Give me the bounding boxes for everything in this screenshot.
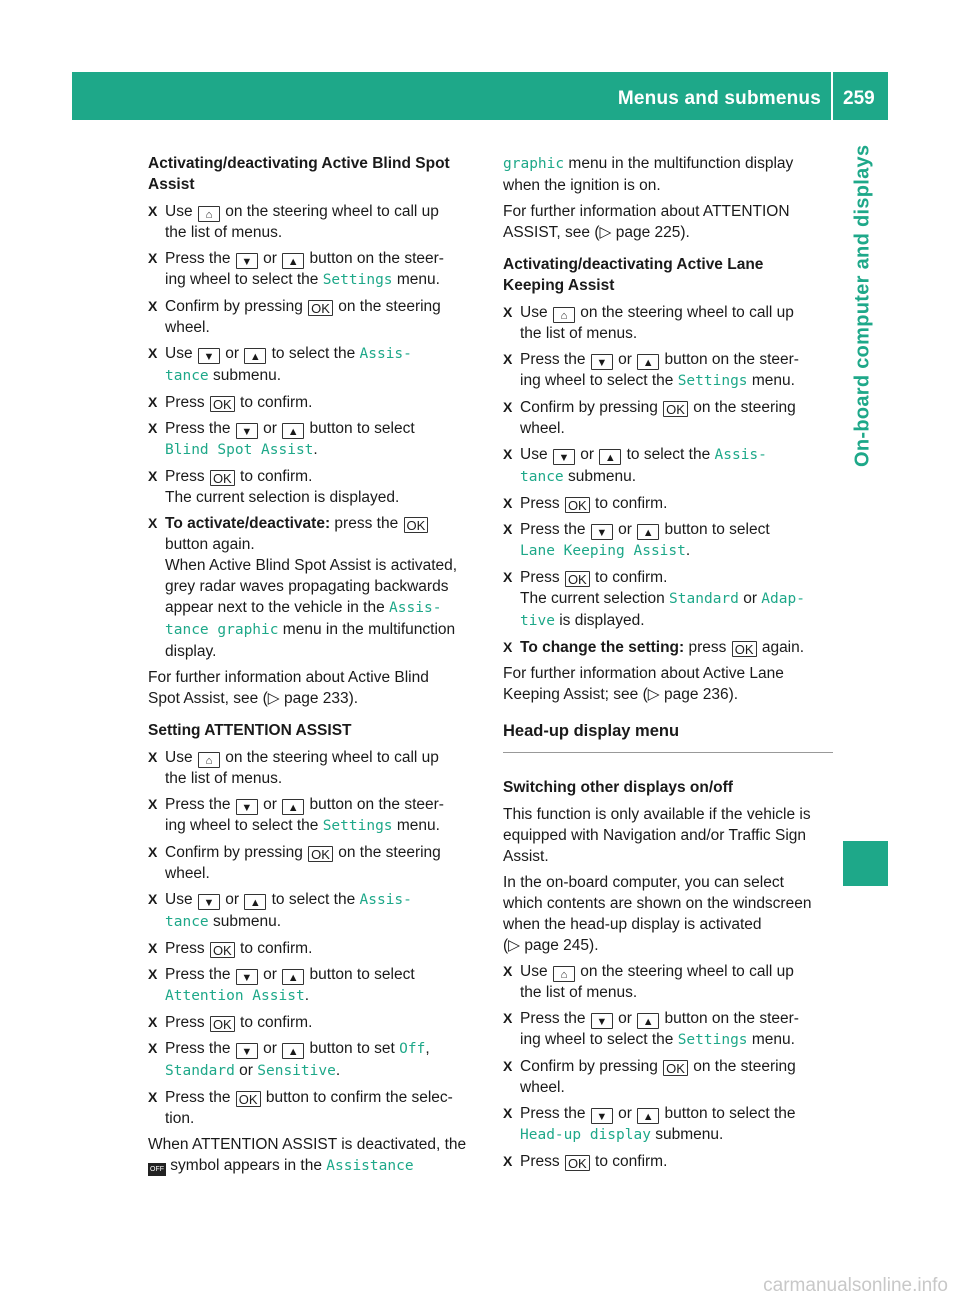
ok-icon: OK xyxy=(565,497,590,513)
paragraph: For further information about Active Lane Keeping Assist; see (▷ page 236). xyxy=(503,665,784,703)
up-arrow-icon: ▲ xyxy=(282,423,304,439)
down-arrow-icon: ▼ xyxy=(591,1108,613,1124)
heading-switching-displays: Switching other displays on/off xyxy=(503,779,733,796)
step: X Press the OK button to confirm the selec- tion. xyxy=(148,1089,453,1127)
step: X Confirm by pressing OK on the steering wheel. xyxy=(503,1058,796,1096)
step: X Confirm by pressing OK on the steering wheel. xyxy=(148,844,441,882)
ok-icon: OK xyxy=(565,1155,590,1171)
up-arrow-icon: ▲ xyxy=(282,1043,304,1059)
paragraph: When ATTENTION ASSIST is deactivated, the OFF symbol appears in the Assistance xyxy=(148,1136,467,1174)
up-arrow-icon: ▲ xyxy=(244,348,266,364)
step: X Press OK to confirm. xyxy=(148,394,313,412)
down-arrow-icon: ▼ xyxy=(198,894,220,910)
home-icon: ⌂ xyxy=(198,206,220,222)
left-column xyxy=(148,153,482,1182)
paragraph: graphic menu in the multifunction display when the ignition is on. xyxy=(503,155,794,194)
page-number: 259 xyxy=(843,88,875,109)
step: X Press OK to confirm. xyxy=(503,1153,668,1171)
section-title: Menus and submenus xyxy=(617,88,821,109)
down-arrow-icon: ▼ xyxy=(236,969,258,985)
down-arrow-icon: ▼ xyxy=(236,1043,258,1059)
up-arrow-icon: ▲ xyxy=(282,969,304,985)
chapter-tab xyxy=(850,145,876,655)
down-arrow-icon: ▼ xyxy=(236,423,258,439)
ok-icon: OK xyxy=(210,396,235,412)
up-arrow-icon: ▲ xyxy=(599,449,621,465)
step: X Press the ▼ or ▲ button on the steer- ing wheel to select the Settings menu. xyxy=(148,250,444,288)
step: X Use ▼ or ▲ to select the Assis‐ tance submenu. xyxy=(503,446,767,485)
step: X Press the ▼ or ▲ button to select Lane Keeping Assist. xyxy=(503,521,770,559)
step: X To change the setting: press OK again. xyxy=(503,639,805,657)
step: X Press OK to confirm. The current selection is displayed. xyxy=(148,468,400,506)
ok-icon: OK xyxy=(404,517,429,533)
down-arrow-icon: ▼ xyxy=(591,1013,613,1029)
settings-link: Settings xyxy=(322,272,393,288)
heading-lane-keeping: Activating/deactivating Active Lane Keeping Assist xyxy=(503,256,764,294)
header-divider xyxy=(831,72,833,120)
up-arrow-icon: ▲ xyxy=(637,354,659,370)
ok-icon: OK xyxy=(210,942,235,958)
down-arrow-icon: ▼ xyxy=(553,449,575,465)
step: X Use ▼ or ▲ to select the Assis‐ tance submenu. xyxy=(148,345,412,384)
ok-icon: OK xyxy=(565,571,590,587)
step: X Press the ▼ or ▲ button on the steer- ing wheel to select the Settings menu. xyxy=(503,351,799,389)
heading-blind-spot: Activating/deactivating Active Blind Spot Assist xyxy=(148,155,450,193)
chapter-tab-label: On-board computer and displays xyxy=(851,145,874,468)
step: X Press the ▼ or ▲ button to select the Head-up display submenu. xyxy=(503,1105,796,1143)
ok-icon: OK xyxy=(663,401,688,417)
up-arrow-icon: ▲ xyxy=(244,894,266,910)
down-arrow-icon: ▼ xyxy=(236,799,258,815)
up-arrow-icon: ▲ xyxy=(637,524,659,540)
ok-icon: OK xyxy=(308,846,333,862)
step: X Press OK to confirm. xyxy=(148,1014,313,1032)
ok-icon: OK xyxy=(308,300,333,316)
up-arrow-icon: ▲ xyxy=(637,1108,659,1124)
ok-icon: OK xyxy=(210,1016,235,1032)
paragraph: This function is only available if the vehicle is equipped with Navigation and/or Traffic Sign Assist. xyxy=(503,806,811,865)
step: X Press the ▼ or ▲ button on the steer- ing wheel to select the Settings menu. xyxy=(148,796,444,834)
step: X Use ⌂ on the steering wheel to call up the list of menus. xyxy=(503,304,794,342)
up-arrow-icon: ▲ xyxy=(282,799,304,815)
right-column xyxy=(503,153,833,1177)
paragraph: For further information about ATTENTION ASSIST, see (▷ page 225). xyxy=(503,203,790,241)
step: X To activate/deactivate: press the OK button again. When Active Blind Spot Assist is activated, grey radar waves propagating backwards appear next to the vehicle in the Assis‐ tance graphic menu in the multifunction display. xyxy=(148,515,458,660)
heading-hud-menu: Head-up display menu xyxy=(503,721,833,753)
step: X Use ▼ or ▲ to select the Assis‐ tance submenu. xyxy=(148,891,412,930)
step: X Use ⌂ on the steering wheel to call up the list of menus. xyxy=(148,203,439,241)
watermark: carmanualsonline.info xyxy=(763,1275,948,1296)
paragraph: In the on-board computer, you can select which contents are shown on the windscreen when the head-up display is activated (▷ page 245). xyxy=(503,874,812,954)
attention-off-icon: OFF xyxy=(148,1163,166,1176)
step: X Press OK to confirm. xyxy=(148,940,313,958)
step: X Confirm by pressing OK on the steering wheel. xyxy=(503,399,796,437)
paragraph: For further information about Active Blind Spot Assist, see (▷ page 233). xyxy=(148,669,429,707)
ok-icon: OK xyxy=(236,1091,261,1107)
step: X Press the ▼ or ▲ button to select Attention Assist. xyxy=(148,966,415,1004)
step: X Press OK to confirm. The current selection Standard or Adap‐ tive is displayed. xyxy=(503,569,805,629)
home-icon: ⌂ xyxy=(553,307,575,323)
step: X Confirm by pressing OK on the steering wheel. xyxy=(148,298,441,336)
down-arrow-icon: ▼ xyxy=(198,348,220,364)
down-arrow-icon: ▼ xyxy=(591,354,613,370)
ok-icon: OK xyxy=(732,641,757,657)
down-arrow-icon: ▼ xyxy=(591,524,613,540)
ok-icon: OK xyxy=(210,470,235,486)
up-arrow-icon: ▲ xyxy=(282,253,304,269)
step: X Use ⌂ on the steering wheel to call up the list of menus. xyxy=(148,749,439,787)
heading-attention-assist: Setting ATTENTION ASSIST xyxy=(148,722,352,739)
ok-icon: OK xyxy=(663,1060,688,1076)
step: X Press OK to confirm. xyxy=(503,495,668,513)
down-arrow-icon: ▼ xyxy=(236,253,258,269)
chapter-tab-marker xyxy=(843,841,888,886)
step: X Press the ▼ or ▲ button to set Off, Standard or Sensitive. xyxy=(148,1040,430,1079)
home-icon: ⌂ xyxy=(553,966,575,982)
step: X Press the ▼ or ▲ button to select Blind Spot Assist. xyxy=(148,420,415,458)
home-icon: ⌂ xyxy=(198,752,220,768)
up-arrow-icon: ▲ xyxy=(637,1013,659,1029)
step: X Press the ▼ or ▲ button on the steer- ing wheel to select the Settings menu. xyxy=(503,1010,799,1048)
step: X Use ⌂ on the steering wheel to call up the list of menus. xyxy=(503,963,794,1001)
